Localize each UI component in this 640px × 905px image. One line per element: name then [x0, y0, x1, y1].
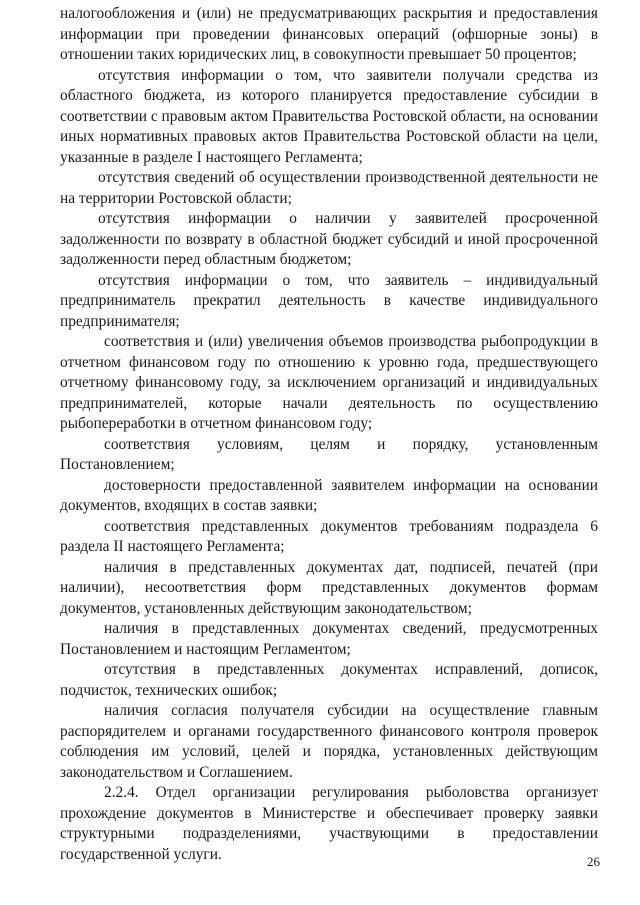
paragraph: наличия в представленных документах дат, подписей, печатей (при наличии), несоответствия форм представленных документов формам документов, установленных действующим законодательством;: [60, 558, 598, 617]
section-paragraph: 2.2.4. Отдел организации регулирования рыболовства организует прохождение документов в Министерстве и обеспечивает проверку заявки структурными подразделениями, участвующими в предоставлении государственной услуги.: [60, 784, 598, 863]
paragraph: отсутствия в представленных документах исправлений, дописок, подчисток, технических ошибок;: [60, 661, 598, 699]
document-page: [60, 4, 598, 865]
paragraph: отсутствия информации о наличии у заявителей просроченной задолженности по возврату в областной бюджет субсидий и иной просроченной задолженности перед областным бюджетом;: [60, 210, 598, 268]
paragraph: наличия согласия получателя субсидии на осуществление главным распорядителем и органами государственного финансового контроля проверок соблюдения им условий, целей и порядка, установленных действующим законодательством и Соглашением.: [60, 702, 598, 781]
paragraph: отсутствия информации о том, что заявитель – индивидуальный предприниматель прекратил деятельность в качестве индивидуального предпринимателя;: [60, 271, 598, 330]
paragraph: налогообложения и (или) не предусматривающих раскрытия и предоставления информации при проведении финансовых операций (офшорные зоны) в отношении таких юридических лиц, в совокупности превышает 50 процентов;: [60, 5, 598, 63]
paragraph: отсутствия информации о том, что заявители получали средства из областного бюджета, из которого планируется предоставление субсидии в соответствии с правовым актом Правительства Ростовской области, на основании иных нормативных правовых актов Правительства Ростовской области на цели, указанные в разделе I настоящего Регламента;: [60, 66, 598, 166]
paragraph: отсутствия сведений об осуществлении производственной деятельности не на территории Ростовской области;: [60, 169, 598, 207]
paragraph: соответствия и (или) увеличения объемов производства рыбопродукции в отчетном финансовом году по отношению к уровню года, предшествующего отчетному финансовому году, за исключением организаций и индивидуальных предпринимателей, которые начали деятельность по осуществлению рыбопереработки в отчетном финансовом году;: [60, 333, 598, 432]
paragraph: соответствия представленных документов требованиям подраздела 6 раздела II настоящего Регламента;: [60, 517, 598, 555]
paragraph: достоверности предоставленной заявителем информации на основании документов, входящих в состав заявки;: [60, 476, 598, 514]
paragraph: наличия в представленных документах сведений, предусмотренных Постановлением и настоящим Регламентом;: [60, 620, 598, 658]
page-number: 26: [587, 854, 600, 869]
paragraph: соответствия условиям, целям и порядку, установленным Постановлением;: [60, 435, 598, 473]
